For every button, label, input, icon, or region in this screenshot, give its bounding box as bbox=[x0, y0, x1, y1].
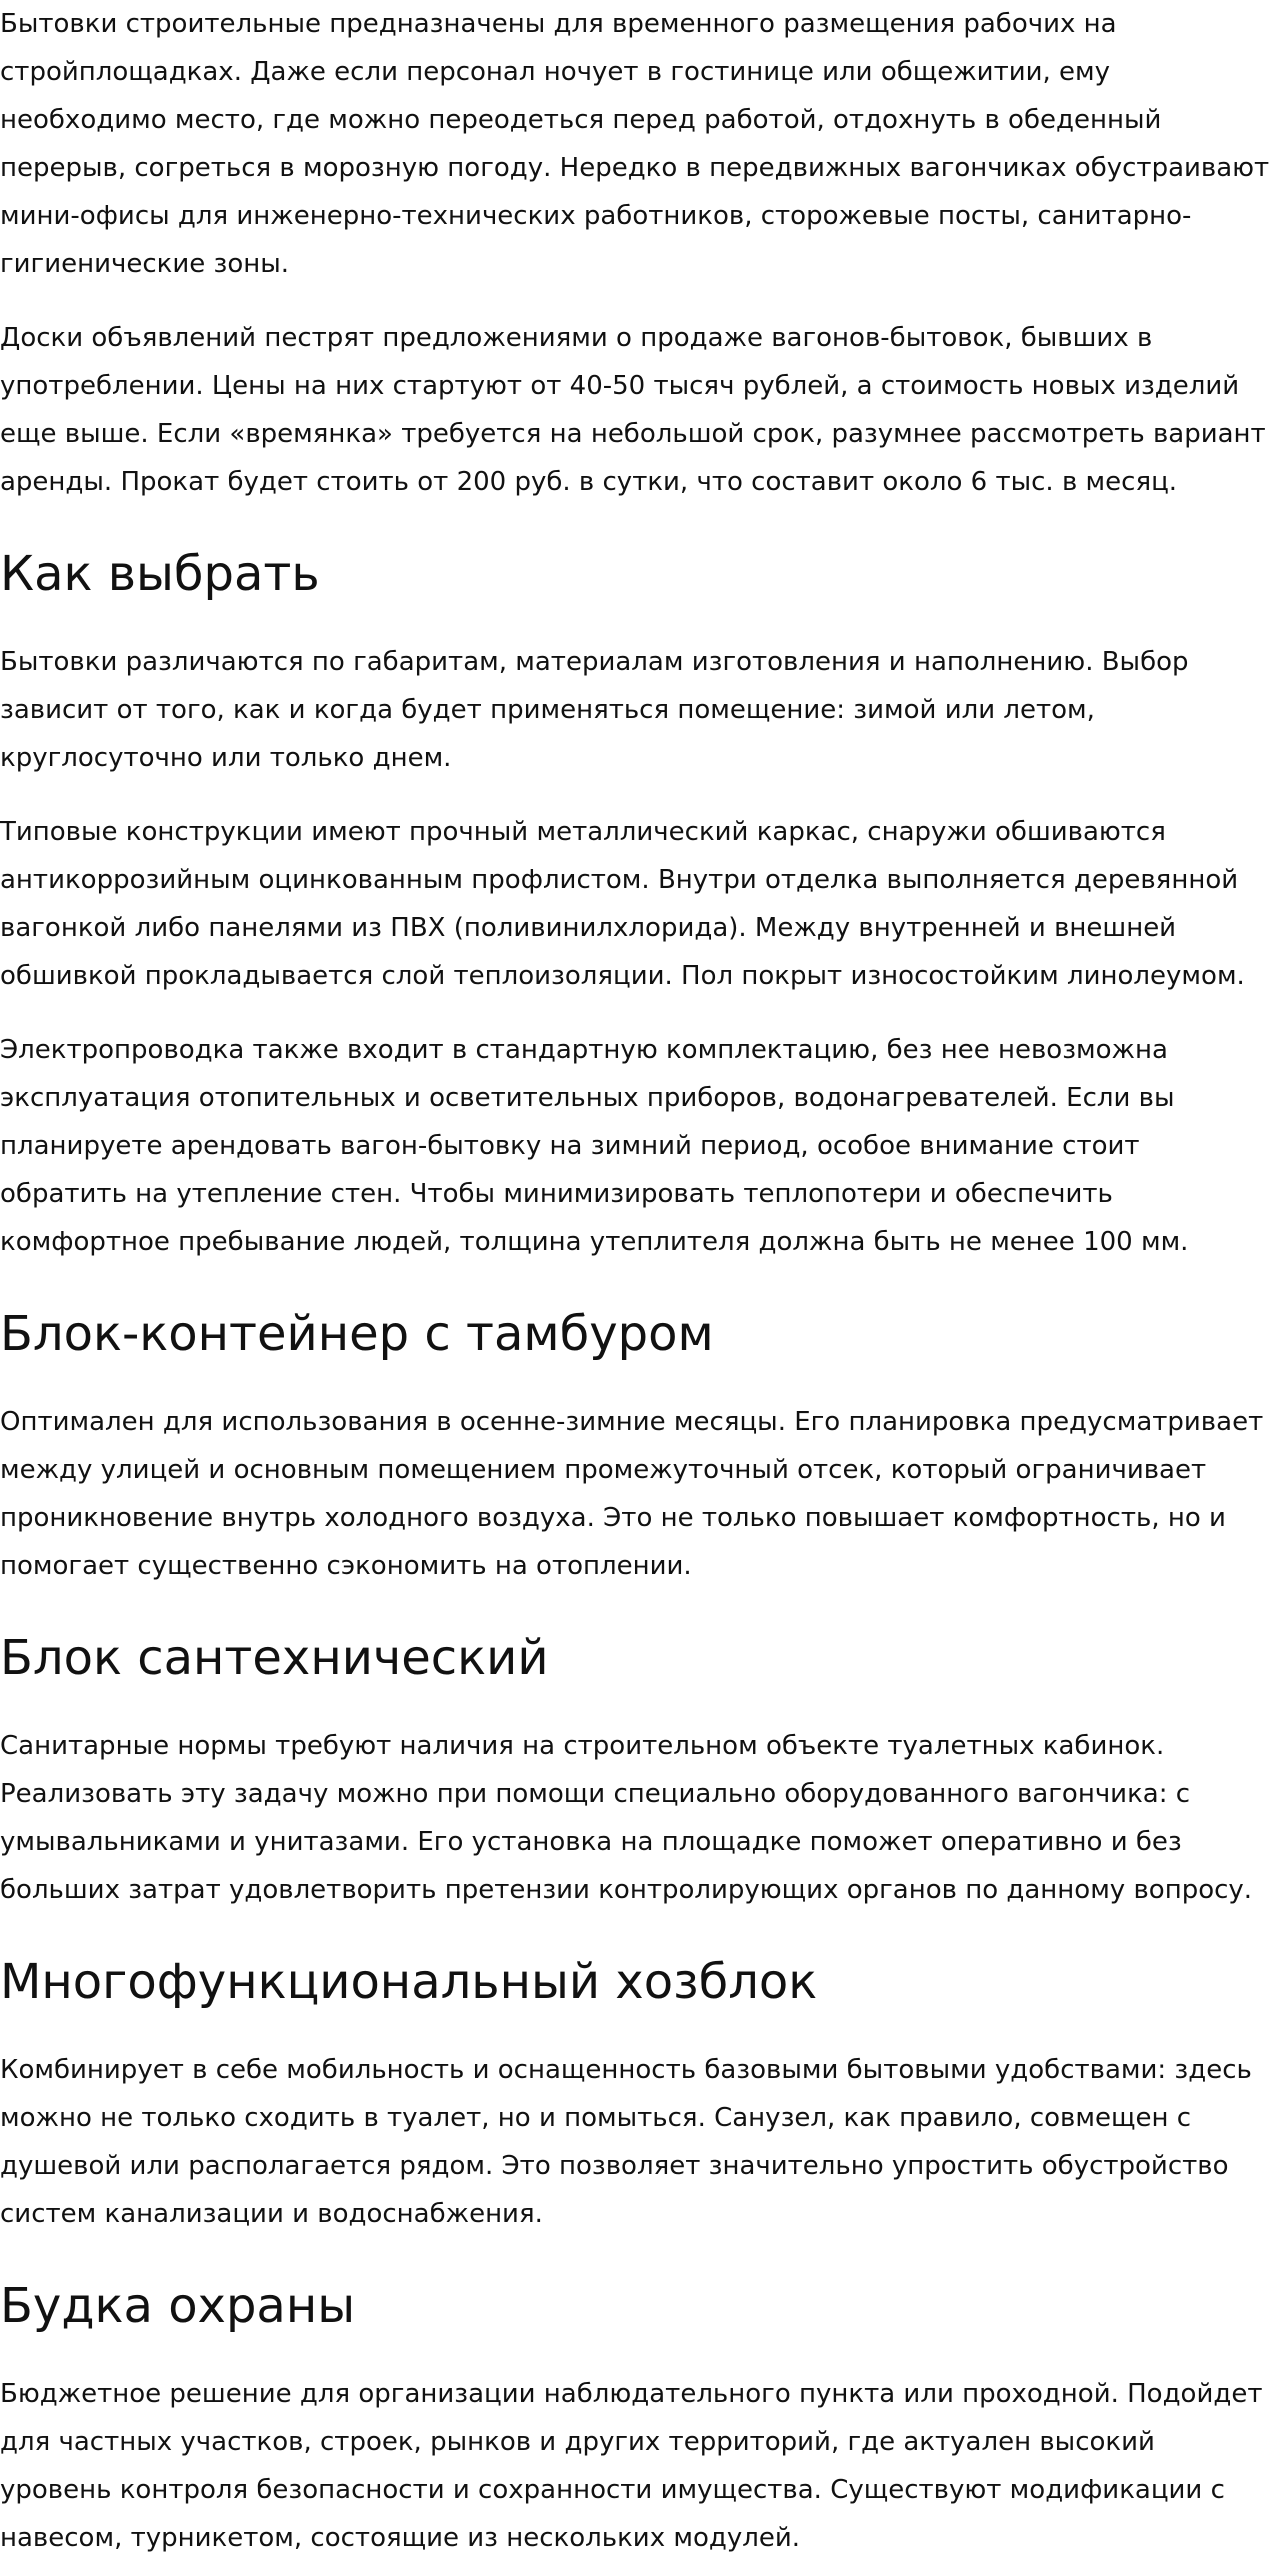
section-paragraph: Электропроводка также входит в стандартную комплектацию, без нее невозможна эксплуатация отопительных и осветительных приборов, водонагревателей. Если вы планируете арендовать вагон-бытовку на зимний период, особое внимание стоит обратить на утепление стен. Чтобы минимизировать теплопотери и обеспечить комфортное пребывание людей, толщина утеплителя должна быть не менее 100 мм. bbox=[0, 1035, 1189, 1257]
section-multifunction-utility-block bbox=[0, 1952, 1270, 2238]
section-paragraph: Типовые конструкции имеют прочный металлический каркас, снаружи обшиваются антикоррозийным оцинкованным профлистом. Внутри отделка выполняется деревянной вагонкой либо панелями из ПВХ (поливинилхлорида). Между внутренней и внешней обшивкой прокладывается слой теплоизоляции. Пол покрыт износостойким линолеумом. bbox=[0, 817, 1245, 991]
section-paragraph: Оптимален для использования в осенне-зимние месяцы. Его планировка предусматривает между улицей и основным помещением промежуточный отсек, который ограничивает проникновение внутрь холодного воздуха. Это не только повышает комфортность, но и помогает существенно сэкономить на отоплении. bbox=[0, 1407, 1264, 1581]
section-guard-booth bbox=[0, 2276, 1270, 2562]
section-paragraph: Бюджетное решение для организации наблюдательного пункта или проходной. Подойдет для частных участков, строек, рынков и других территорий, где актуален высокий уровень контроля безопасности и сохранности имущества. Существуют модификации с навесом, турникетом, состоящие из нескольких модулей. bbox=[0, 2379, 1263, 2553]
intro-paragraph: Доски объявлений пестрят предложениями о продаже вагонов-бытовок, бывших в употреблении. Цены на них стартуют от 40-50 тысяч рублей, а стоимость новых изделий еще выше. Если «времянка» требуется на небольшой срок, разумнее рассмотреть вариант аренды. Прокат будет стоить от 200 руб. в сутки, что составит около 6 тыс. в месяц. bbox=[0, 323, 1266, 497]
section-heading: Блок сантехнический bbox=[0, 1630, 549, 1686]
section-heading: Блок-контейнер с тамбуром bbox=[0, 1306, 714, 1362]
section-heading: Многофункциональный хозблок bbox=[0, 1954, 818, 2010]
section-container-with-vestibule bbox=[0, 1304, 1270, 1590]
section-sanitary-block bbox=[0, 1628, 1270, 1914]
section-how-to-choose bbox=[0, 544, 1270, 1266]
intro-paragraph: Бытовки строительные предназначены для временного размещения рабочих на стройплощадках. Даже если персонал ночует в гостинице или общежитии, ему необходимо место, где можно переодеться перед работой, отдохнуть в обеденный перерыв, согреться в морозную погоду. Нередко в передвижных вагончиках обустраивают мини-офисы для инженерно-технических работников, сторожевые посты, санитарно-гигиенические зоны. bbox=[0, 9, 1270, 279]
section-paragraph: Бытовки различаются по габаритам, материалам изготовления и наполнению. Выбор зависит от того, как и когда будет применяться помещение: зимой или летом, круглосуточно или только днем. bbox=[0, 647, 1189, 773]
section-paragraph: Санитарные нормы требуют наличия на строительном объекте туалетных кабинок. Реализовать эту задачу можно при помощи специально оборудованного вагончика: с умывальниками и унитазами. Его установка на площадке поможет оперативно и без больших затрат удовлетворить претензии контролирующих органов по данному вопросу. bbox=[0, 1731, 1253, 1905]
section-paragraph: Комбинирует в себе мобильность и оснащенность базовыми бытовыми удобствами: здесь можно не только сходить в туалет, но и помыться. Санузел, как правило, совмещен с душевой или располагается рядом. Это позволяет значительно упростить обустройство систем канализации и водоснабжения. bbox=[0, 2055, 1252, 2229]
section-heading: Как выбрать bbox=[0, 546, 320, 602]
section-heading: Будка охраны bbox=[0, 2278, 356, 2334]
